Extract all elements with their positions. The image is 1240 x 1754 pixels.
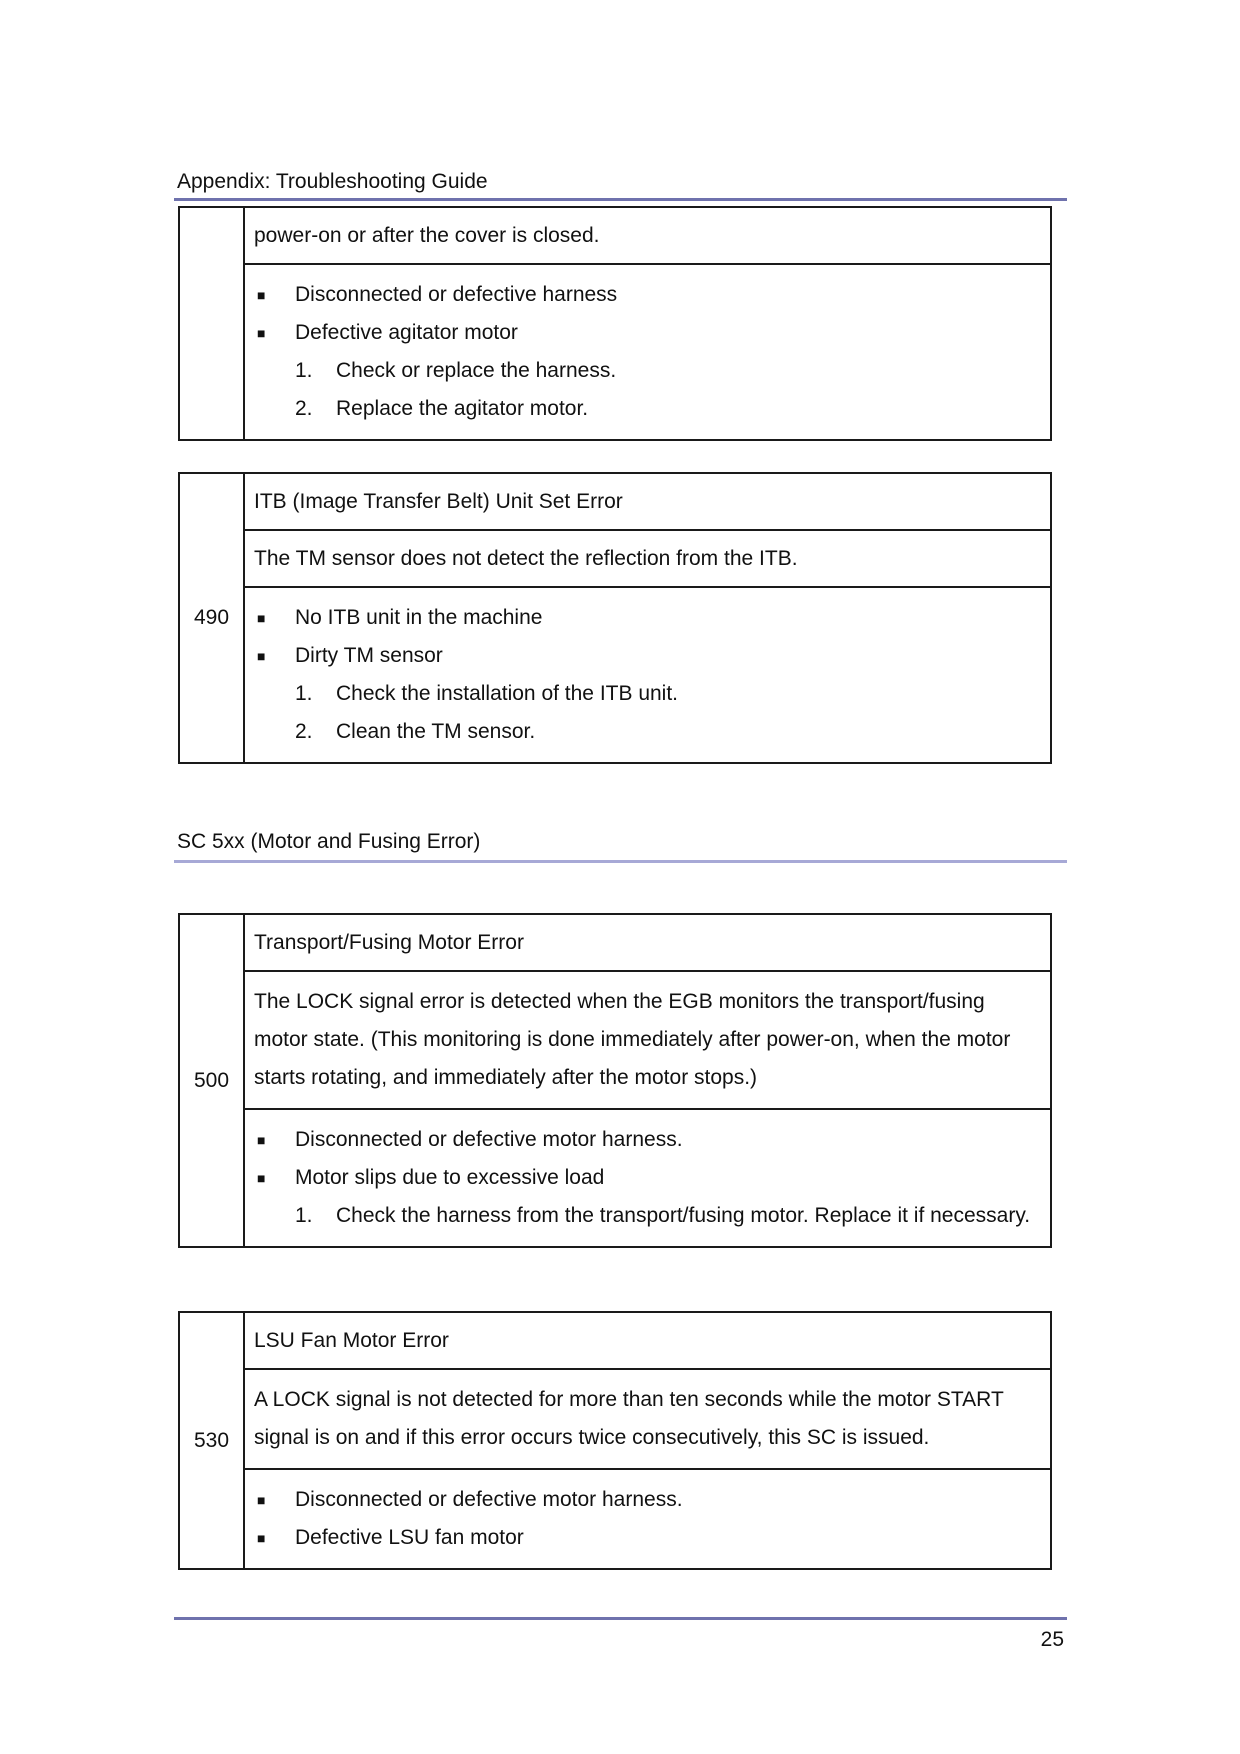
- page-number: 25: [1040, 1628, 1064, 1651]
- sc-description: The LOCK signal error is detected when the EGB monitors the transport/fusing motor state. (This monitoring is done immediately after power-on, when the motor starts rotating, and immediately after the motor stops.): [254, 990, 1011, 1089]
- sc-title: ITB (Image Transfer Belt) Unit Set Error: [254, 490, 623, 513]
- cause-item: ■ Defective agitator motor: [254, 314, 1041, 352]
- sc-entry-530: [178, 1311, 1052, 1570]
- section-title: SC 5xx (Motor and Fusing Error): [177, 830, 481, 853]
- bullet-icon: ■: [257, 648, 266, 664]
- cause-item: ■ Motor slips due to excessive load: [254, 1159, 1041, 1197]
- cause-list: [254, 1121, 1041, 1197]
- cause-item: ■ Disconnected or defective motor harness.: [254, 1481, 1041, 1519]
- bullet-icon: ■: [257, 610, 266, 626]
- step-item: 1. Check or replace the harness.: [295, 359, 617, 382]
- sc-title: Transport/Fusing Motor Error: [254, 931, 524, 954]
- bullet-icon: ■: [257, 325, 266, 341]
- cause-item: ■ No ITB unit in the machine: [254, 599, 1041, 637]
- sc-description: The TM sensor does not detect the reflection from the ITB.: [254, 547, 798, 570]
- sc-description: A LOCK signal is not detected for more than ten seconds while the motor START signal is on and if this error occurs twice consecutively, this SC is issued.: [254, 1388, 1004, 1449]
- bullet-icon: ■: [257, 1492, 266, 1508]
- cause-item: ■ Disconnected or defective motor harness.: [254, 1121, 1041, 1159]
- sc-description: power-on or after the cover is closed.: [254, 224, 600, 247]
- step-list: [254, 352, 1041, 428]
- sc-remedy-cell: [244, 264, 1051, 440]
- cause-item: ■ Dirty TM sensor: [254, 637, 1041, 675]
- sc-code: 530: [179, 1312, 244, 1569]
- sc-code: 490: [179, 473, 244, 763]
- header-rule: [174, 198, 1067, 201]
- sc-title: LSU Fan Motor Error: [254, 1329, 449, 1352]
- step-list: [254, 675, 1041, 751]
- step-item: 2. Replace the agitator motor.: [295, 397, 589, 420]
- cause-item: ■ Defective LSU fan motor: [254, 1519, 1041, 1557]
- sc-code: 500: [179, 914, 244, 1247]
- sc-code-cell: [179, 207, 244, 440]
- bullet-icon: ■: [257, 1132, 266, 1148]
- bullet-icon: ■: [257, 1530, 266, 1546]
- step-item: 1. Check the harness from the transport/fusing motor. Replace it if necessary.: [295, 1204, 1031, 1227]
- bullet-icon: ■: [257, 1170, 266, 1186]
- section-rule: [174, 860, 1067, 863]
- sc-entry-continued: [178, 206, 1052, 441]
- step-list: [254, 1197, 1041, 1235]
- sc-entry-490: [178, 472, 1052, 764]
- header-title: Appendix: Troubleshooting Guide: [177, 170, 488, 193]
- bullet-icon: ■: [257, 287, 266, 303]
- cause-item: ■ Disconnected or defective harness: [254, 276, 1041, 314]
- cause-list: [254, 276, 1041, 352]
- footer-rule: [174, 1617, 1067, 1620]
- cause-list: [254, 599, 1041, 675]
- cause-list: [254, 1481, 1041, 1557]
- step-item: 2. Clean the TM sensor.: [295, 720, 536, 743]
- sc-description-cell: [244, 207, 1051, 264]
- sc-entry-500: [178, 913, 1052, 1248]
- step-item: 1. Check the installation of the ITB unit.: [295, 682, 679, 705]
